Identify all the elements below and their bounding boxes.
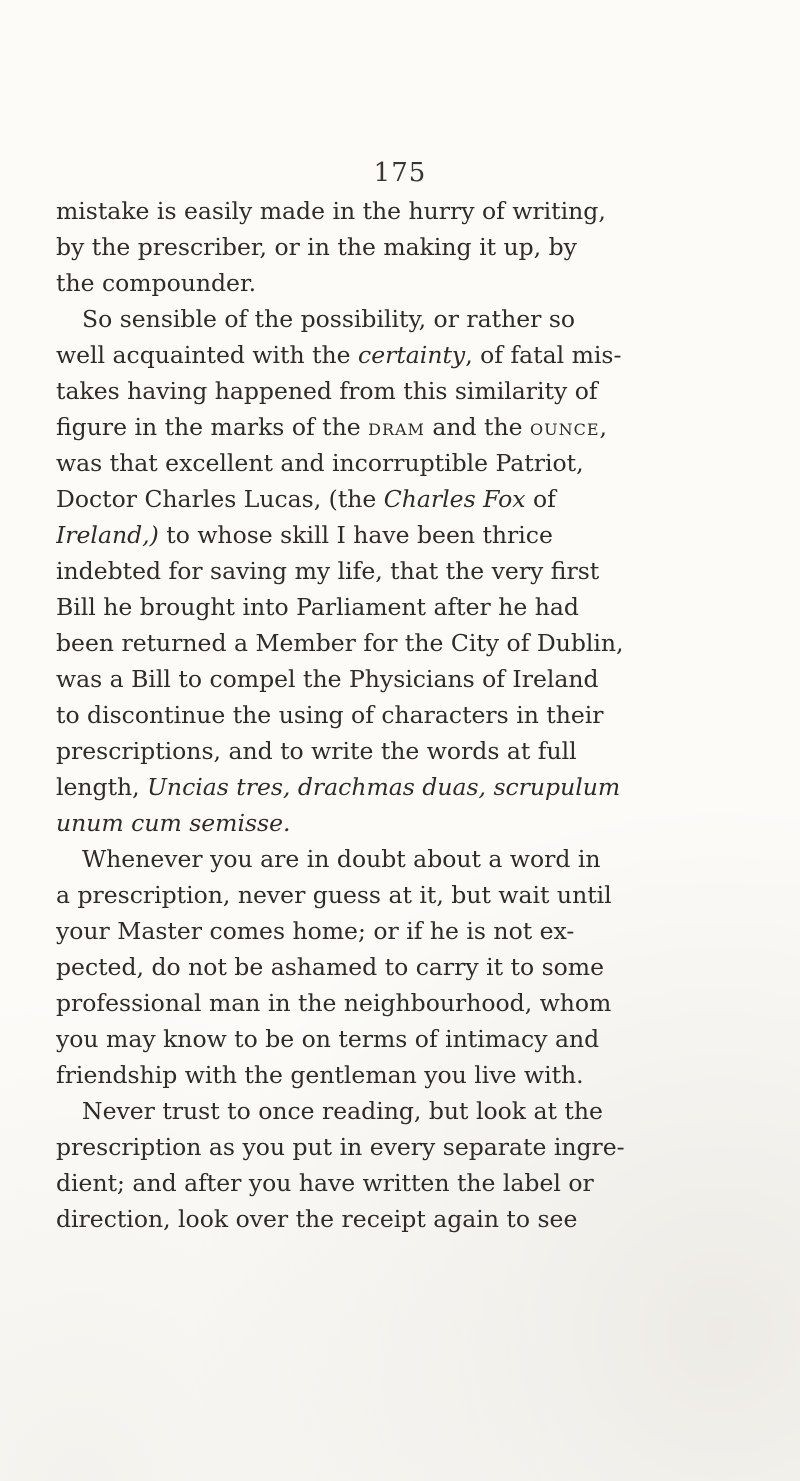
line-text: prescription as you put in every separate ingre- — [56, 1133, 625, 1161]
text-line — [56, 1021, 776, 1057]
small-caps-text: OUNCE — [530, 420, 600, 439]
text-line — [56, 589, 776, 625]
line-text: , of fatal mis- — [465, 341, 622, 369]
text-line — [56, 985, 776, 1021]
italic-text: Uncias tres, drachmas duas, scrupulum — [147, 773, 621, 801]
text-line — [56, 301, 776, 337]
text-line — [56, 409, 776, 445]
line-text: and the — [424, 413, 531, 441]
line-text: length, — [56, 773, 148, 801]
italic-text: Ireland,) — [56, 521, 159, 549]
line-text: of — [525, 485, 556, 513]
line-text: to whose skill I have been thrice — [158, 521, 553, 549]
text-line — [56, 1129, 776, 1165]
text-line — [56, 625, 776, 661]
text-line — [56, 481, 776, 517]
line-text: well acquainted with the — [56, 341, 359, 369]
small-caps-text: DRAM — [368, 420, 425, 439]
line-text: mistake is easily made in the hurry of writing, — [56, 197, 606, 225]
line-text: friendship with the gentleman you live with. — [56, 1061, 584, 1089]
line-text: was that excellent and incorruptible Patriot, — [56, 449, 584, 477]
text-line — [56, 733, 776, 769]
text-line — [56, 265, 776, 301]
line-text: indebted for saving my life, that the very first — [56, 557, 600, 585]
text-line — [56, 805, 776, 841]
text-line — [56, 949, 776, 985]
line-text: your Master comes home; or if he is not ex- — [56, 917, 575, 945]
line-text: the compounder. — [56, 269, 257, 297]
text-line — [56, 193, 776, 229]
text-line — [56, 1057, 776, 1093]
text-line — [56, 373, 776, 409]
line-text: Doctor Charles Lucas, (the — [56, 485, 384, 513]
body-text — [56, 193, 776, 1237]
text-line — [56, 517, 776, 553]
line-text: to discontinue the using of characters in their — [56, 701, 604, 729]
text-line — [56, 337, 776, 373]
text-line — [56, 913, 776, 949]
line-text: Bill he brought into Parliament after he had — [56, 593, 579, 621]
text-line — [56, 553, 776, 589]
italic-text: Charles Fox — [383, 485, 526, 513]
line-text: been returned a Member for the City of Dublin, — [56, 629, 624, 657]
italic-text: unum cum semisse. — [56, 809, 291, 837]
line-text: Never trust to once reading, but look at the — [82, 1097, 603, 1125]
line-text: , — [599, 413, 608, 441]
line-text: was a Bill to compel the Physicians of Ireland — [56, 665, 599, 693]
line-text: pected, do not be ashamed to carry it to some — [56, 953, 604, 981]
text-line — [56, 841, 776, 877]
line-text: dient; and after you have written the label or — [56, 1169, 594, 1197]
text-line — [56, 661, 776, 697]
text-line — [56, 877, 776, 913]
line-text: professional man in the neighbourhood, whom — [56, 989, 612, 1017]
text-line — [56, 229, 776, 265]
page-number: 175 — [373, 158, 427, 188]
text-line — [56, 769, 776, 805]
line-text: by the prescriber, or in the making it up, by — [56, 233, 577, 261]
text-line — [56, 697, 776, 733]
line-text: direction, look over the receipt again to see — [56, 1205, 578, 1233]
text-line — [56, 1093, 776, 1129]
text-line — [56, 1201, 776, 1237]
line-text: So sensible of the possibility, or rather so — [82, 305, 576, 333]
line-text: figure in the marks of the — [56, 413, 369, 441]
line-text: prescriptions, and to write the words at full — [56, 737, 577, 765]
line-text: takes having happened from this similarity of — [56, 377, 598, 405]
text-line — [56, 1165, 776, 1201]
text-line — [56, 445, 776, 481]
line-text: a prescription, never guess at it, but wait until — [56, 881, 612, 909]
line-text: Whenever you are in doubt about a word in — [82, 845, 601, 873]
line-text: you may know to be on terms of intimacy and — [56, 1025, 600, 1053]
italic-text: certainty — [358, 341, 466, 369]
